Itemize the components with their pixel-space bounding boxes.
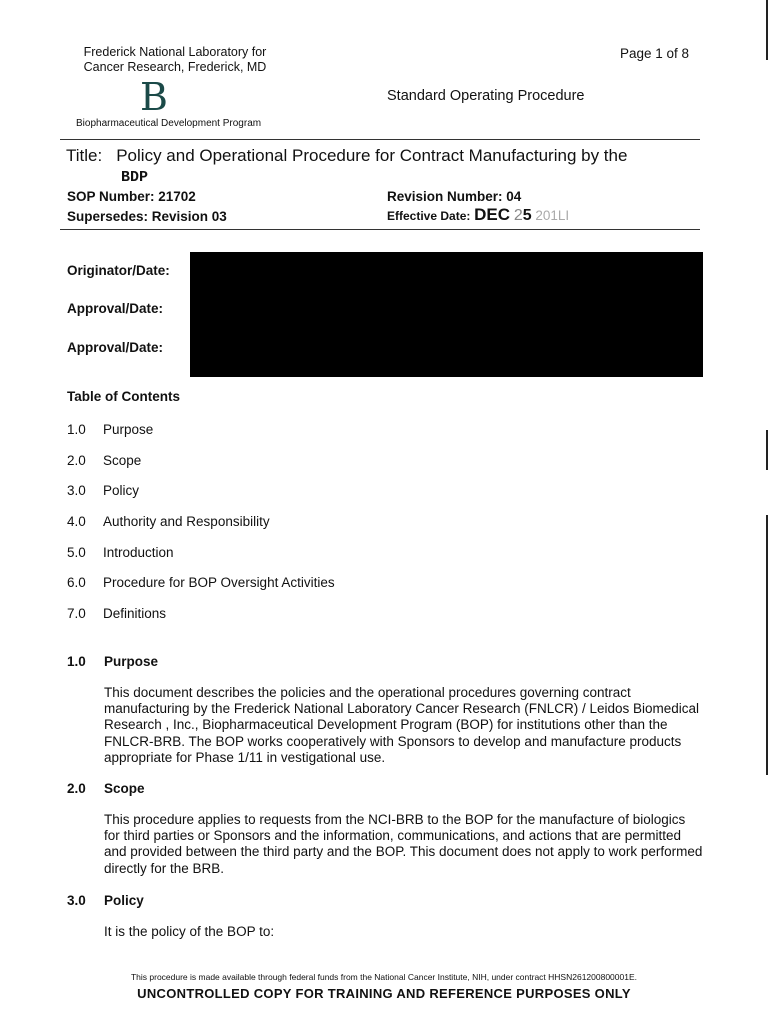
section-heading-purpose bbox=[67, 654, 158, 669]
section-title: Purpose bbox=[104, 654, 159, 669]
toc-item bbox=[67, 514, 270, 529]
approval-date-label-1: Approval/Date: bbox=[67, 301, 164, 316]
effective-date bbox=[387, 205, 569, 225]
program-name: Biopharmaceutical Development Program bbox=[76, 118, 262, 129]
section-body-scope: This procedure applies to requests from the NCI-BRB to the BOP for the manufacture of biologics for third parties or Sponsors and the information, communications, and actions that are permitted and provided between the third party and the BOP. This document does not apply to work performed directly for the BRB. bbox=[104, 812, 703, 876]
toc-item-number: 7.0 bbox=[67, 606, 86, 621]
org-name-line-1: Frederick National Laboratory for bbox=[83, 45, 267, 59]
approval-date-label-2: Approval/Date: bbox=[67, 340, 164, 355]
section-body-purpose: This document describes the policies and the operational procedures governing contract manufacturing by the Frederick National Laboratory Cancer Research (FNLCR) / Leidos Biomedical Research , Inc., Biopharmaceutical Development Program (BOP) for institutions other than the FNLCR-BRB. The BOP works cooperatively with Sponsors to develop and manufacture products appropriate for Phase 1/11 in vestigational use. bbox=[104, 685, 700, 765]
section-number: 1.0 bbox=[67, 654, 86, 669]
originator-date-label: Originator/Date: bbox=[67, 263, 170, 278]
supersedes: Supersedes: Revision 03 bbox=[67, 209, 227, 224]
revision-number: Revision Number: 04 bbox=[387, 189, 522, 204]
redacted-signatures bbox=[190, 252, 703, 377]
toc-item bbox=[67, 422, 153, 437]
toc-item-number: 1.0 bbox=[67, 422, 86, 437]
toc-item-label: Definitions bbox=[103, 606, 167, 621]
toc-item-label: Scope bbox=[103, 453, 142, 468]
effective-day-digit-2: 5 bbox=[522, 207, 532, 224]
title-text: Policy and Operational Procedure for Contract Manufacturing by the bbox=[116, 146, 628, 165]
effective-year: 201LI bbox=[535, 208, 570, 223]
bdp-logo: B bbox=[140, 75, 168, 119]
toc-item-label: Introduction bbox=[103, 545, 174, 560]
toc-item-number: 2.0 bbox=[67, 453, 86, 468]
title-continuation: BDP bbox=[121, 169, 149, 186]
page-number: Page 1 of 8 bbox=[620, 46, 690, 61]
org-name-line-2: Cancer Research, Frederick, MD bbox=[83, 60, 267, 74]
document-type: Standard Operating Procedure bbox=[387, 88, 585, 104]
toc-item-label: Authority and Responsibility bbox=[103, 514, 270, 529]
toc-item-number: 3.0 bbox=[67, 483, 86, 498]
uncontrolled-copy-banner: UNCONTROLLED COPY FOR TRAINING AND REFERENCE PURPOSES ONLY bbox=[137, 986, 631, 1001]
section-title: Scope bbox=[104, 781, 145, 796]
section-heading-scope bbox=[67, 781, 145, 796]
effective-date-label: Effective Date: bbox=[387, 209, 471, 223]
toc-item bbox=[67, 453, 141, 468]
document-title bbox=[66, 146, 627, 166]
effective-month: DEC bbox=[474, 205, 511, 224]
toc-item bbox=[67, 545, 174, 560]
toc-item-number: 6.0 bbox=[67, 575, 86, 590]
title-label: Title: bbox=[66, 146, 103, 165]
effective-day-digit-1: 2 bbox=[513, 207, 523, 224]
sop-number: SOP Number: 21702 bbox=[67, 189, 196, 204]
section-number: 2.0 bbox=[67, 781, 86, 796]
toc-item-label: Policy bbox=[103, 483, 140, 498]
funding-note: This procedure is made available through federal funds from the National Cancer Institute, NIH, under contract HHSN261200800001E. bbox=[130, 972, 638, 982]
section-body-policy: It is the policy of the BOP to: bbox=[104, 924, 275, 939]
toc-item-number: 5.0 bbox=[67, 545, 86, 560]
toc-item-label: Purpose bbox=[103, 422, 154, 437]
section-number: 3.0 bbox=[67, 893, 86, 908]
toc-item bbox=[67, 606, 166, 621]
toc-item bbox=[67, 575, 335, 590]
meta-divider bbox=[60, 229, 700, 230]
header-divider bbox=[60, 139, 700, 140]
toc-item-label: Procedure for BOP Oversight Activities bbox=[103, 575, 335, 590]
toc-item-number: 4.0 bbox=[67, 514, 86, 529]
toc-item bbox=[67, 483, 139, 498]
toc-heading: Table of Contents bbox=[67, 389, 180, 404]
section-title: Policy bbox=[104, 893, 144, 908]
section-heading-policy bbox=[67, 893, 144, 908]
